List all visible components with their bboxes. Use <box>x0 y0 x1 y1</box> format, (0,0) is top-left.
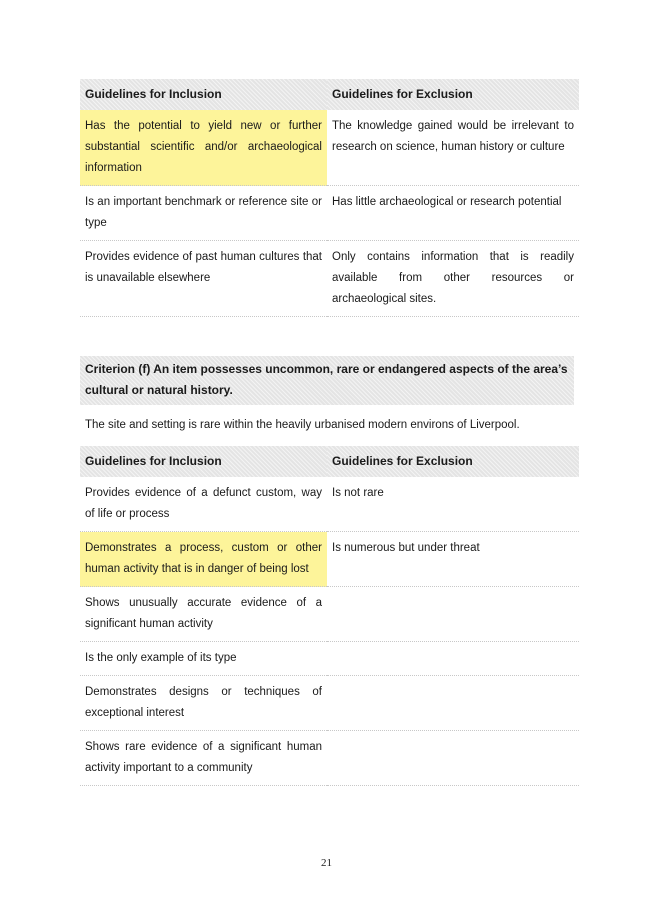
criterion-statement: The site and setting is rare within the heavily urbanised modern environs of Liverpool. <box>85 419 520 431</box>
inclusion-cell: Demonstrates a process, custom or other human activity that is in danger of being lost <box>80 532 327 587</box>
table-header-row <box>80 79 579 110</box>
table-row <box>80 532 579 587</box>
inclusion-cell: Shows unusually accurate evidence of a significant human activity <box>80 587 327 642</box>
inclusion-exclusion-table-2 <box>80 446 579 786</box>
table-row <box>80 186 579 241</box>
table-row <box>80 676 579 731</box>
exclusion-cell: Is numerous but under threat <box>327 532 579 587</box>
exclusion-cell <box>327 587 579 642</box>
inclusion-cell: Provides evidence of past human cultures that is unavailable elsewhere <box>80 241 327 317</box>
exclusion-cell: The knowledge gained would be irrelevant to research on science, human history or culture <box>327 110 579 186</box>
header-inclusion: Guidelines for Inclusion <box>80 79 327 110</box>
exclusion-cell <box>327 731 579 786</box>
inclusion-cell: Has the potential to yield new or further substantial scientific and/or archaeological information <box>80 110 327 186</box>
exclusion-cell: Only contains information that is readily available from other resources or archaeological sites. <box>327 241 579 317</box>
page-number: 21 <box>321 857 332 869</box>
criterion-heading: Criterion (f) An item possesses uncommon, rare or endangered aspects of the area’s cultural or natural history. <box>80 356 574 405</box>
exclusion-cell: Has little archaeological or research potential <box>327 186 579 241</box>
table-header-row <box>80 446 579 477</box>
table-row <box>80 642 579 676</box>
inclusion-cell: Shows rare evidence of a significant human activity important to a community <box>80 731 327 786</box>
exclusion-cell: Is not rare <box>327 477 579 532</box>
table-row <box>80 587 579 642</box>
table-row <box>80 241 579 317</box>
table-row <box>80 110 579 186</box>
inclusion-exclusion-table-1 <box>80 79 579 317</box>
header-exclusion: Guidelines for Exclusion <box>327 446 579 477</box>
inclusion-cell: Is the only example of its type <box>80 642 327 676</box>
inclusion-cell: Demonstrates designs or techniques of exceptional interest <box>80 676 327 731</box>
inclusion-cell: Is an important benchmark or reference site or type <box>80 186 327 241</box>
inclusion-cell: Provides evidence of a defunct custom, way of life or process <box>80 477 327 532</box>
table-row <box>80 731 579 786</box>
header-exclusion: Guidelines for Exclusion <box>327 79 579 110</box>
exclusion-cell <box>327 676 579 731</box>
table-row <box>80 477 579 532</box>
header-inclusion: Guidelines for Inclusion <box>80 446 327 477</box>
exclusion-cell <box>327 642 579 676</box>
